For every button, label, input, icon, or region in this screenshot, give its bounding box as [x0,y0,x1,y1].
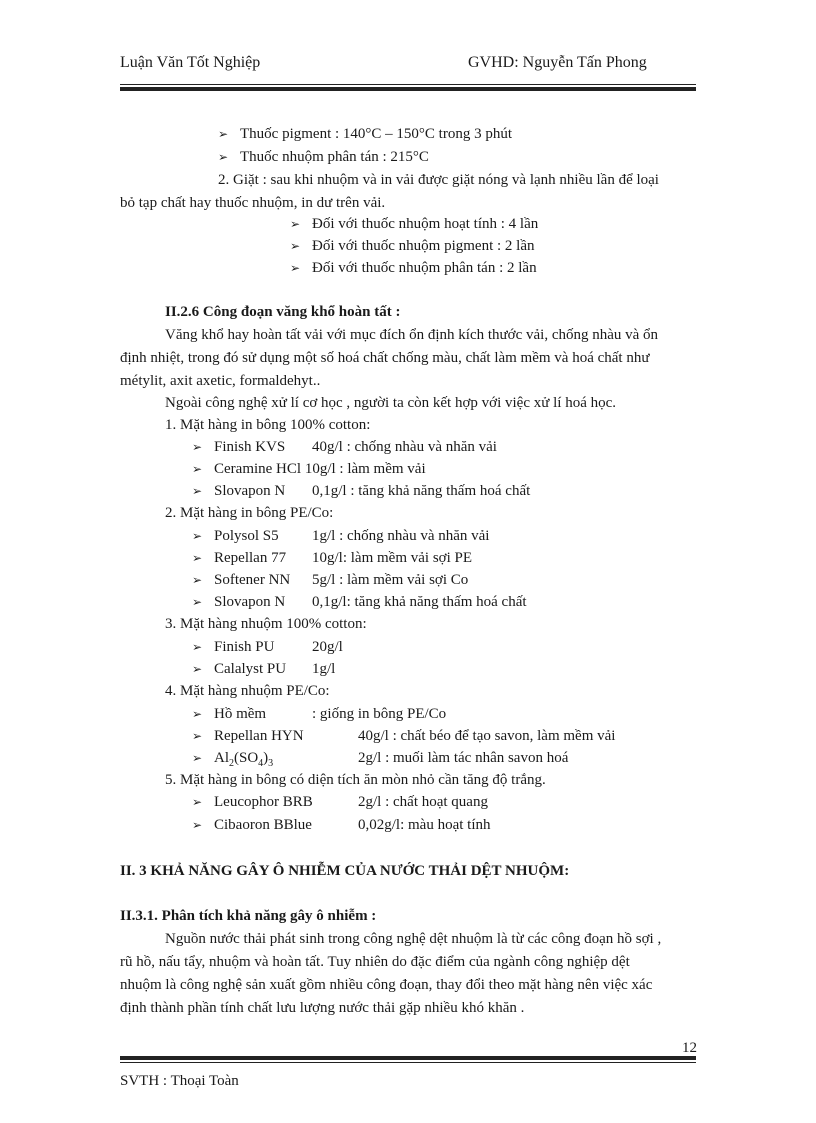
list-item: ➢ Finish KVS [192,439,286,455]
arrow-bullet-icon: ➢ [192,751,203,765]
section-226-p1-l3: métylit, axit axetic, formaldehyt.. [120,373,321,389]
list-item: ➢ Calalyst PU [192,661,287,677]
list-item-desc: 2g/l : muối làm tác nhân savon hoá [358,750,569,766]
arrow-bullet-icon: ➢ [192,484,203,498]
header-rule-thick [120,87,696,91]
page-number: 12 [682,1040,697,1056]
giat-line2: bỏ tạp chất hay thuốc nhuộm, in dư trên vải. [120,195,386,211]
list-item-desc: 0,1g/l: tăng khả năng thấm hoá chất [312,594,527,610]
chemical-formula: $Al_2(SO_4)_3$ [214,750,274,769]
giat-bullet: ➢ Đối với thuốc nhuộm pigment : 2 lần [290,238,535,254]
arrow-bullet-icon: ➢ [192,640,203,654]
header-left: Luận Văn Tốt Nghiệp [120,54,261,71]
section-ii31-l3: nhuộm là công nghệ sản xuất gồm nhiều công đoạn, thay đổi theo mặt hàng nên việc xác [120,977,653,993]
section-226-p1-l1: Văng khổ hay hoàn tất vải với mục đích ổn định kích thước vải, chống nhàu và ổn [165,327,659,343]
giat-bullet: ➢ Đối với thuốc nhuộm hoạt tính : 4 lần [290,216,539,232]
section-ii31-l2: rũ hồ, nấu tẩy, nhuộm và hoàn tất. Tuy nhiên do đặc điểm của ngành công nghiệp dệt [120,954,630,970]
arrow-bullet-icon: ➢ [218,127,229,141]
arrow-bullet-icon: ➢ [192,595,203,609]
arrow-bullet-icon: ➢ [192,529,203,543]
list-item-desc: 0,02g/l: màu hoạt tính [358,817,491,833]
item-title: 1. Mặt hàng in bông 100% cotton: [165,417,371,433]
arrow-bullet-icon: ➢ [290,239,301,253]
list-item-desc: 10g/l: làm mềm vải sợi PE [312,550,473,566]
item-title: 5. Mặt hàng in bông có diện tích ăn mòn nhỏ cần tăng độ trắng. [165,772,546,788]
arrow-bullet-icon: ➢ [192,551,203,565]
arrow-bullet-icon: ➢ [218,150,229,164]
list-item-desc: 20g/l [312,639,343,655]
arrow-bullet-icon: ➢ [290,217,301,231]
bullet-phan-tan: ➢ Thuốc nhuộm phân tán : 215°C [218,149,429,165]
list-item-desc: 5g/l : làm mềm vải sợi Co [312,572,469,588]
arrow-bullet-icon: ➢ [192,795,203,809]
item-title: 2. Mặt hàng in bông PE/Co: [165,505,334,521]
list-item: ➢ Finish PU [192,639,275,655]
list-item: ➢ Leucophor BRB [192,794,313,810]
list-item: ➢ Cibaoron BBlue [192,817,312,833]
footer-rule-thick [120,1056,696,1060]
list-item: ➢ Polysol S5 [192,528,279,544]
footer-author: SVTH : Thoại Toàn [120,1073,239,1089]
footer-rule-thin [120,1062,696,1063]
arrow-bullet-icon: ➢ [192,707,203,721]
section-ii3-title: II. 3 KHẢ NĂNG GÂY Ô NHIỄM CỦA NƯỚC THẢI DỆT NHUỘM: [120,863,570,879]
list-item: ➢ Slovapon N [192,483,286,499]
list-item: ➢ Ceramine HCl 10g/l : làm mềm vải [192,461,426,477]
section-226-title: II.2.6 Công đoạn văng khổ hoàn tất : [165,304,401,320]
arrow-bullet-icon: ➢ [192,662,203,676]
list-item-desc: 1g/l : chống nhàu và nhăn vải [312,528,490,544]
list-item: ➢ Softener NN [192,572,291,588]
list-item-desc: 40g/l : chống nhàu và nhăn vải [312,439,497,455]
list-item-desc: 40g/l : chất béo để tạo savon, làm mềm vải [358,728,616,744]
section-ii31-l1: Nguồn nước thải phát sinh trong công nghệ dệt nhuộm là từ các công đoạn hồ sợi , [165,931,662,947]
list-item-desc: : giống in bông PE/Co [312,706,447,722]
item-title: 3. Mặt hàng nhuộm 100% cotton: [165,616,367,632]
header-rule-thin [120,84,696,85]
section-ii31-l4: định thành phần tính chất lưu lượng nước thải gặp nhiều khó khăn . [120,1000,525,1016]
arrow-bullet-icon: ➢ [192,440,203,454]
section-226-p2: Ngoài công nghệ xử lí cơ học , người ta còn kết hợp với việc xử lí hoá học. [165,395,617,411]
arrow-bullet-icon: ➢ [290,261,301,275]
arrow-bullet-icon: ➢ [192,729,203,743]
giat-bullet: ➢ Đối với thuốc nhuộm phân tán : 2 lần [290,260,537,276]
arrow-bullet-icon: ➢ [192,462,203,476]
list-item: ➢ Slovapon N [192,594,286,610]
item-title: 4. Mặt hàng nhuộm PE/Co: [165,683,330,699]
section-226-p1-l2: định nhiệt, trong đó sử dụng một số hoá chất chống màu, chất làm mềm và hoá chất như [120,350,650,366]
section-ii31-title: II.3.1. Phân tích khả năng gây ô nhiễm : [120,908,377,924]
arrow-bullet-icon: ➢ [192,573,203,587]
bullet-pigment: ➢ Thuốc pigment : 140°C – 150°C trong 3 phút [218,126,512,142]
list-item-desc: 2g/l : chất hoạt quang [358,794,488,810]
header-right: GVHD: Nguyễn Tấn Phong [468,54,647,71]
list-item-desc: 1g/l [312,661,336,677]
list-item: ➢ Repellan 77 [192,550,287,566]
list-item: ➢ Hồ mềm [192,706,267,722]
giat-line1: 2. Giặt : sau khi nhuộm và in vải được giặt nóng và lạnh nhiều lần để loại [218,172,659,188]
arrow-bullet-icon: ➢ [192,818,203,832]
list-item-desc: 0,1g/l : tăng khả năng thấm hoá chất [312,483,531,499]
list-item: ➢ Repellan HYN [192,728,304,744]
